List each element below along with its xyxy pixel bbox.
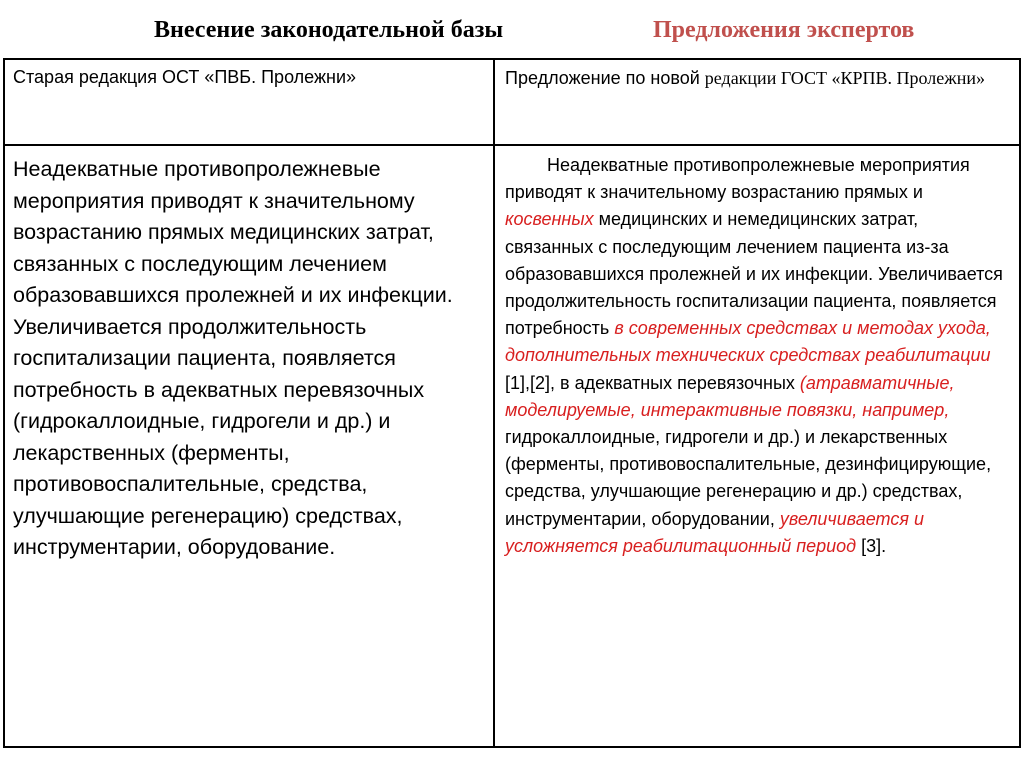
emphasis-text-1: косвенных — [505, 209, 594, 230]
right-text-5: [3]. — [856, 535, 887, 556]
left-column-header: Старая редакция ОСТ «ПВБ. Пролежни» — [4, 59, 494, 145]
right-text-1: Неадекватные противопролежневые мероприятия приводят к значительному возрастанию прямых и — [505, 155, 970, 203]
right-body-cell — [494, 145, 1020, 747]
comparison-table — [3, 58, 1021, 748]
emphasis-text-4: увеличивается и усложняется реабилитационный период — [505, 508, 924, 556]
right-header-part-b: редакции ГОСТ «КРПВ. Пролежни» — [704, 68, 985, 88]
emphasis-text-3: (атравматичные, моделируемые, интерактивные повязки, например, — [505, 372, 955, 420]
table-body-row — [4, 145, 1020, 747]
left-title: Внесение законодательной базы — [154, 17, 504, 43]
right-header-part-a: Предложение по новой — [505, 68, 705, 88]
right-title: Предложения экспертов — [653, 17, 915, 43]
right-text-3: [1],[2], в адекватных перевязочных — [505, 372, 800, 393]
right-column-header — [494, 59, 1020, 145]
right-text-2: медицинских и немедицинских затрат, связанных с последующим лечением пациента из-за образовавшихся пролежней и их инфекции. Увеличивается продолжительность госпитализации пациента, появляется потребность — [505, 209, 1003, 339]
emphasis-text-2: в современных средствах и методах ухода, дополнительных технических средствах реабилитации — [505, 318, 991, 366]
right-text-4: гидрокаллоидные, гидрогели и др.) и лекарственных (ферменты, противовоспалительные, дезинфицирующие, средства, улучшающие регенерацию и др.) средствах, инструментарии, оборудовании, — [505, 427, 992, 529]
table-header-row — [4, 59, 1020, 145]
left-body-cell: Неадекватные противопролежневые мероприятия приводят к значительному возрастанию прямых медицинских затрат, связанных с последующим лечением образовавшихся пролежней и их инфекции. Увеличивается продолжительность госпитализации пациента, появляется потребность в адекватных перевязочных (гидрокаллоидные, гидрогели и др.) и лекарственных (ферменты, противовоспалительные, средства, улучшающие регенерацию) средствах, инструментарии, оборудование. — [4, 145, 494, 747]
